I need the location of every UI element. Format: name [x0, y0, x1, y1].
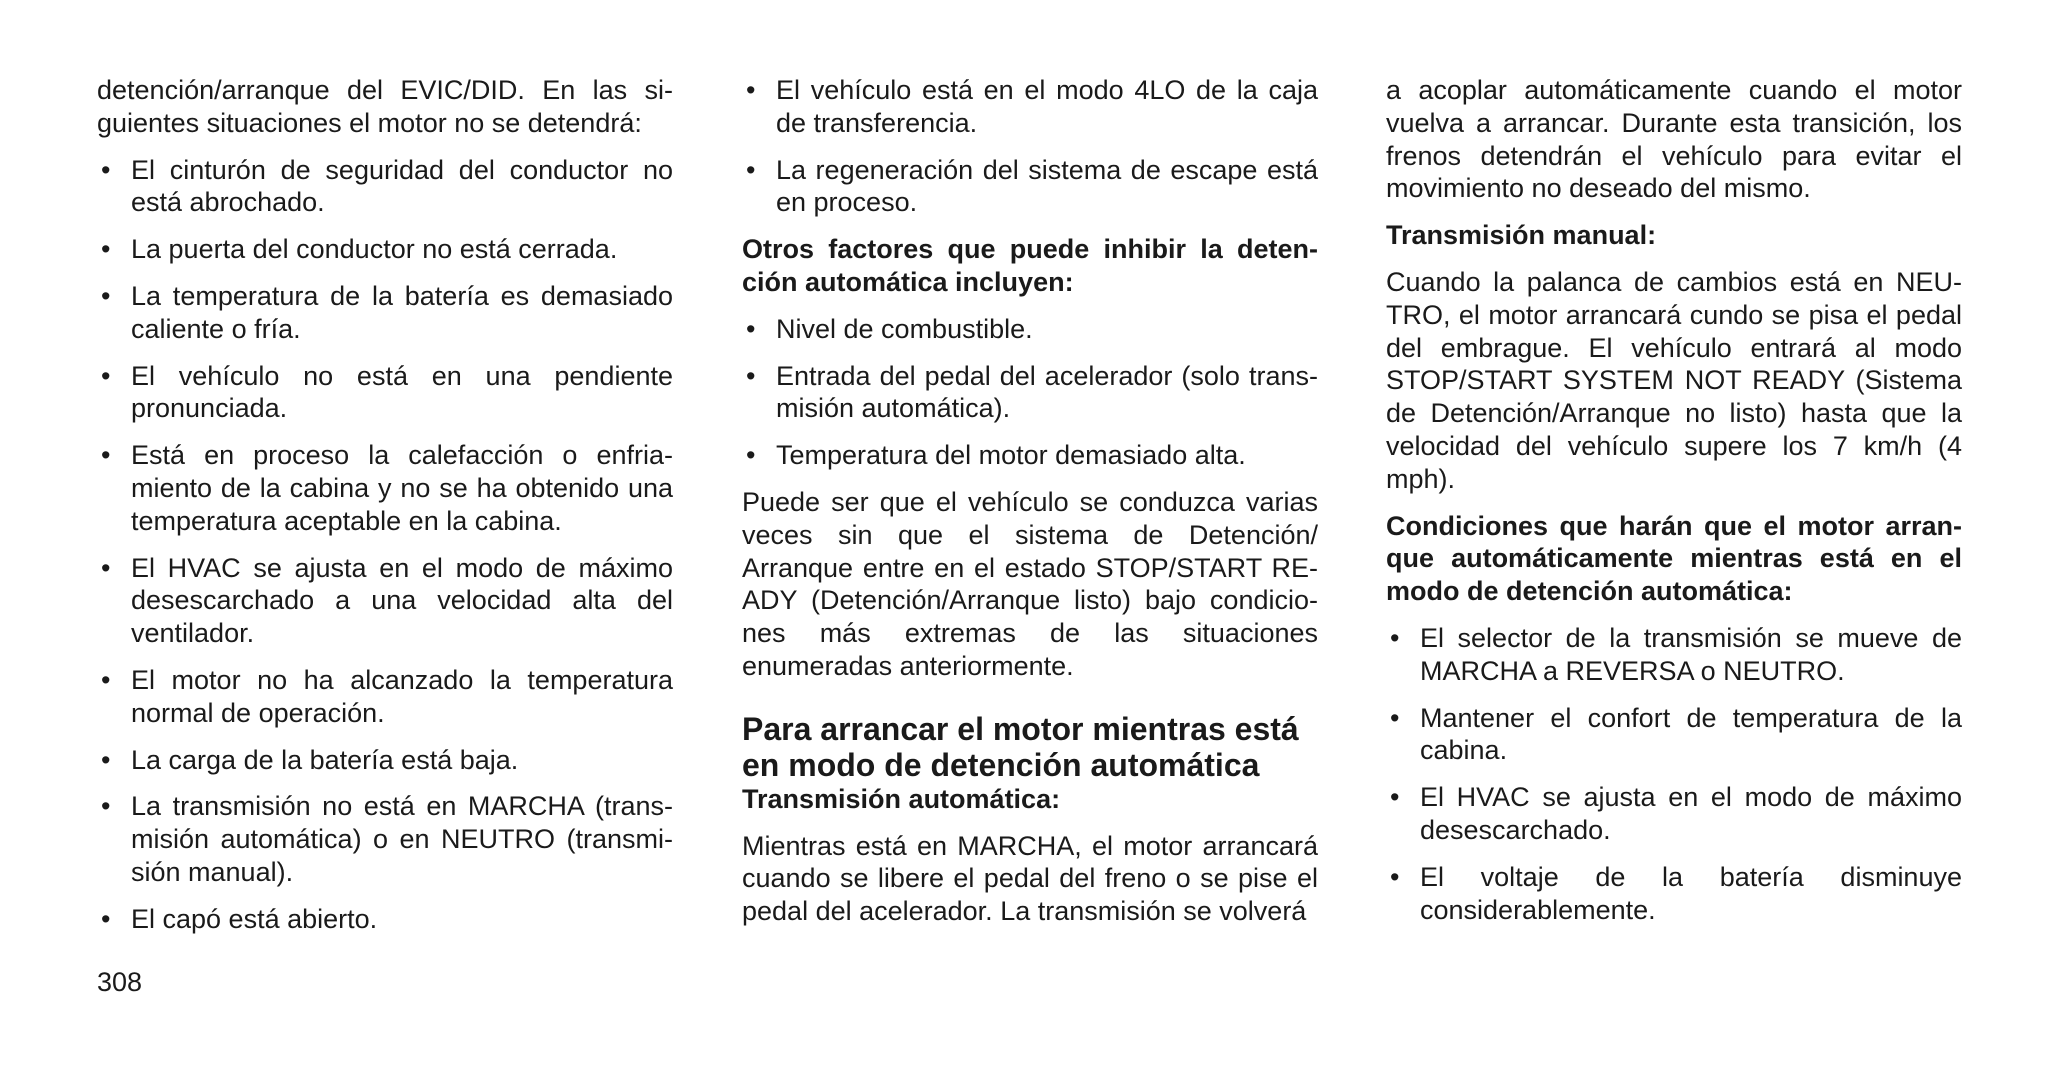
- bullet-icon: •: [746, 313, 756, 344]
- list-item: • El vehículo está en el modo 4LO de la caja de transferencia.: [746, 75, 1318, 138]
- list-item: • Entrada del pedal del acelerador (solo transmisión automática).: [746, 360, 1318, 424]
- continuation-paragraph: a acoplar automáticamente cuando el motor vuelva a arrancar. Durante esta transición, los frenos detendrán el vehículo para evitar el movimiento no deseado del mismo.: [1386, 75, 1962, 204]
- no-stop-conditions-list: [97, 154, 673, 936]
- list-item: • El cinturón de seguridad del conductor no está abrochado.: [101, 154, 673, 218]
- conditions-note-paragraph: Puede ser que el vehículo se conduzca varias veces sin que el sistema de Detención/ Arranque entre en el estado STOP/START READY (Detención/Arranque listo) bajo condiciones más extremas de las situaciones enumeradas anteriormente.: [742, 486, 1318, 681]
- bullet-icon: •: [101, 744, 111, 775]
- list-item: • La transmisión no está en MARCHA (transmisión automática) o en NEUTRO (transmisión manual).: [101, 791, 673, 887]
- list-item: • La temperatura de la batería es demasiado caliente o fría.: [101, 280, 673, 344]
- bullet-icon: •: [1390, 782, 1400, 813]
- list-item: • Está en proceso la calefacción o enfriamiento de la cabina y no se ha obtenido una temperatura aceptable en la cabina.: [101, 440, 673, 536]
- list-item: • El voltaje de la batería disminuye considerablemente.: [1390, 861, 1962, 925]
- list-item: • Temperatura del motor demasiado alta.: [746, 440, 1246, 471]
- list-item: • El capó está abierto.: [101, 903, 378, 934]
- other-factors-list: [742, 313, 1318, 472]
- column-middle: [742, 74, 1318, 942]
- manual-transmission-paragraph: Cuando la palanca de cambios está en NEUTRO, el motor arrancará cundo se pisa el pedal del embrague. El vehículo entrará al modo STOP/START SYSTEM NOT READY (Sistema de Detención/Arranque no listo) hasta que la velocidad del vehículo supere los 7 km/h (4 mph).: [1386, 266, 1962, 494]
- automatic-transmission-paragraph: Mientras está en MARCHA, el motor arrancará cuando se libere el pedal del freno o se pise el pedal del acelerador. La transmisión se volverá: [742, 830, 1318, 927]
- list-item: • El HVAC se ajusta en el modo de máximo desescarchado a una velocidad alta del ventilador.: [101, 552, 673, 649]
- bullet-icon: •: [101, 903, 111, 934]
- list-item: • El selector de la transmisión se mueve de MARCHA a REVERSA o NEUTRO.: [1390, 622, 1962, 686]
- automatic-transmission-heading: Transmisión automática:: [742, 783, 1061, 814]
- bullet-icon: •: [1390, 861, 1400, 892]
- auto-restart-conditions-list: [1386, 622, 1962, 926]
- bullet-icon: •: [101, 552, 111, 583]
- bullet-icon: •: [101, 440, 111, 471]
- section-heading: Para arrancar el motor mientras está en modo de detención automática: [742, 710, 1299, 783]
- bullet-icon: •: [746, 154, 756, 185]
- list-item: • El HVAC se ajusta en el modo de máximo desescarchado.: [1390, 782, 1962, 845]
- list-item: • La carga de la batería está baja.: [101, 744, 519, 775]
- bullet-icon: •: [101, 791, 111, 822]
- bullet-icon: •: [1390, 622, 1400, 653]
- bullet-icon: •: [746, 440, 756, 471]
- other-factors-heading: Otros factores que puede inhibir la detención automática incluyen:: [742, 234, 1318, 297]
- bullet-icon: •: [101, 280, 111, 311]
- bullet-icon: •: [1390, 702, 1400, 733]
- bullet-icon: •: [746, 360, 756, 391]
- column-right: [1386, 74, 1962, 940]
- bullet-icon: •: [101, 154, 111, 185]
- intro-paragraph: detención/arranque del EVIC/DID. En las siguientes situaciones el motor no se detendrá:: [97, 75, 673, 138]
- page-number: 308: [97, 967, 143, 997]
- list-item: • La regeneración del sistema de escape está en proceso.: [746, 154, 1318, 218]
- auto-restart-conditions-heading: Condiciones que harán que el motor arranque automáticamente mientras está en el modo de detención automática:: [1386, 510, 1962, 607]
- no-stop-conditions-list-continued: [742, 74, 1318, 219]
- list-item: • Mantener el confort de temperatura de la cabina.: [1390, 702, 1962, 766]
- bullet-icon: •: [746, 75, 756, 105]
- list-item: • El vehículo no está en una pendiente pronunciada.: [101, 360, 673, 424]
- list-item: • El motor no ha alcanzado la temperatura normal de operación.: [101, 664, 673, 728]
- bullet-icon: •: [101, 360, 111, 391]
- column-left: [97, 74, 673, 950]
- list-item: • Nivel de combustible.: [746, 313, 1033, 344]
- list-item: • La puerta del conductor no está cerrada.: [101, 234, 618, 265]
- bullet-icon: •: [101, 664, 111, 695]
- bullet-icon: •: [101, 234, 111, 265]
- manual-transmission-heading: Transmisión manual:: [1386, 220, 1657, 251]
